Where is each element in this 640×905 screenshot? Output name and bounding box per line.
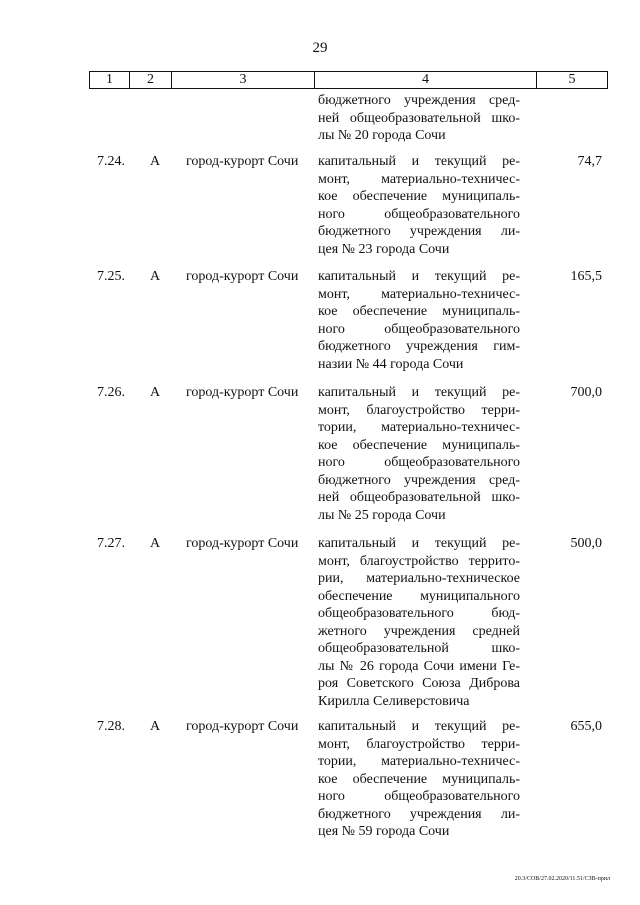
row-amount: 500,0 <box>570 536 602 551</box>
description-line: бюджетного учреждения гим- <box>318 339 520 354</box>
header-col-4: 4 <box>315 72 537 88</box>
row-number: 7.24. <box>97 154 125 169</box>
row-amount: 74,7 <box>577 154 602 169</box>
row-category: А <box>150 269 161 284</box>
description-line: ного общеобразовательного <box>318 455 520 470</box>
continuation-line: лы № 20 города Сочи <box>318 128 446 143</box>
row-number: 7.25. <box>97 269 125 284</box>
header-col-3: 3 <box>172 72 315 88</box>
description-line: кое обеспечение муниципаль- <box>318 771 520 787</box>
row-category: А <box>150 154 161 169</box>
description-line: капитальный и текущий ре- <box>318 269 520 284</box>
row-territory: город-курорт Сочи <box>186 385 299 400</box>
description-line: общеобразовательной шко- <box>318 641 520 656</box>
row-territory: город-курорт Сочи <box>186 536 299 551</box>
description-line: капитальный и текущий ре- <box>318 719 520 734</box>
description-line: бюджетного учреждения сред- <box>318 472 520 488</box>
description-line: кое обеспечение муниципаль- <box>318 304 520 319</box>
table-header <box>89 71 608 89</box>
description-line: лы № 26 города Сочи имени Ге- <box>318 658 520 674</box>
description-line: ного общеобразовательного <box>318 321 520 337</box>
row-amount: 655,0 <box>570 719 602 734</box>
row-description <box>318 153 520 258</box>
row-number: 7.26. <box>97 385 125 400</box>
description-line: кое обеспечение муниципаль- <box>318 189 520 204</box>
description-line: обеспечение муниципального <box>318 588 520 604</box>
header-col-1: 1 <box>90 72 130 88</box>
description-line: капитальный и текущий ре- <box>318 536 520 551</box>
description-line: цея № 23 города Сочи <box>318 241 450 257</box>
description-line: цея № 59 города Сочи <box>318 824 450 839</box>
continuation-text <box>318 92 520 145</box>
description-line: роя Советского Союза Диброва <box>318 676 520 691</box>
row-category: А <box>150 719 161 734</box>
row-category: А <box>150 385 161 400</box>
description-line: монт, материально-техничес- <box>318 286 520 302</box>
description-line: назии № 44 города Сочи <box>318 356 464 372</box>
description-line: бюджетного учреждения ли- <box>318 224 520 239</box>
row-number: 7.28. <box>97 719 125 734</box>
description-line: ней общеобразовательной шко- <box>318 490 520 505</box>
description-line: рии, материально-техническое <box>318 571 520 586</box>
description-line: тории, материально-техничес- <box>318 420 520 435</box>
header-col-5: 5 <box>568 72 576 87</box>
row-amount: 165,5 <box>570 269 602 284</box>
description-line: монт, благоустройство терри- <box>318 736 520 752</box>
continuation-line: бюджетного учреждения сред- <box>318 93 520 108</box>
row-amount: 700,0 <box>570 385 602 400</box>
description-line: монт, материально-техничес- <box>318 171 520 187</box>
description-line: тории, материально-техничес- <box>318 754 520 769</box>
row-description <box>318 535 520 710</box>
description-line: капитальный и текущий ре- <box>318 154 520 169</box>
row-territory: город-курорт Сочи <box>186 269 299 284</box>
description-line: кое обеспечение муниципаль- <box>318 437 520 453</box>
row-number: 7.27. <box>97 536 125 551</box>
description-line: монт, благоустройство терри- <box>318 402 520 418</box>
document-code: 20.3/СОВ/27.02.2020/11.51/СЗВ-прил <box>514 876 610 882</box>
description-line: ного общеобразовательного <box>318 206 520 222</box>
row-description <box>318 718 520 841</box>
row-description <box>318 268 520 373</box>
description-line: жетного учреждения средней <box>318 623 520 639</box>
description-line: монт, благоустройство террито- <box>318 553 520 569</box>
description-line: общеобразовательного бюд- <box>318 606 520 621</box>
header-col-2: 2 <box>130 72 172 88</box>
row-category: А <box>150 536 161 551</box>
row-description <box>318 384 520 524</box>
description-line: ного общеобразовательного <box>318 789 520 804</box>
description-line: бюджетного учреждения ли- <box>318 806 520 822</box>
row-territory: город-курорт Сочи <box>186 154 299 169</box>
description-line: Кирилла Селиверстовича <box>318 693 470 709</box>
page-number: 29 <box>312 40 328 56</box>
description-line: капитальный и текущий ре- <box>318 385 520 400</box>
row-territory: город-курорт Сочи <box>186 719 299 734</box>
continuation-line: ней общеобразовательной шко- <box>318 110 520 126</box>
description-line: лы № 25 города Сочи <box>318 507 446 523</box>
